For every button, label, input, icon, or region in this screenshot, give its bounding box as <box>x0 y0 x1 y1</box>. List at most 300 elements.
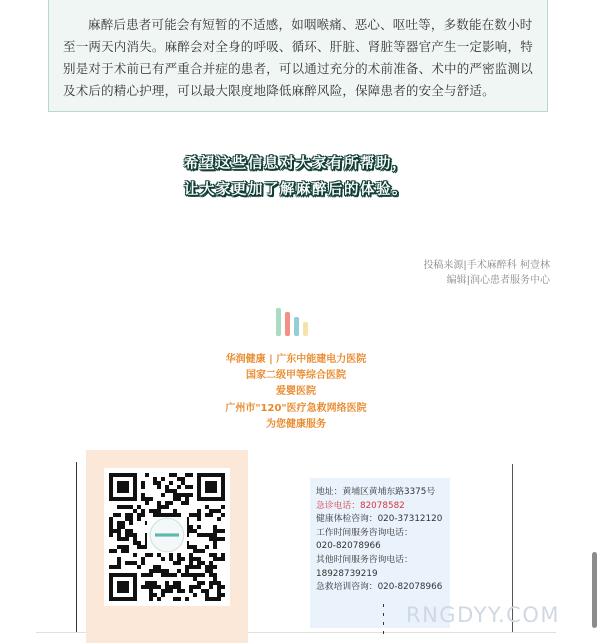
qr-module <box>125 561 129 565</box>
qr-module <box>193 513 197 517</box>
qr-module <box>129 517 133 521</box>
qr-module <box>201 549 205 553</box>
qr-module <box>201 533 205 537</box>
qr-module <box>169 481 173 485</box>
qr-module <box>177 569 181 573</box>
qr-module <box>181 493 185 497</box>
qr-module <box>161 493 165 497</box>
qr-module <box>125 537 129 541</box>
qr-module <box>125 545 129 549</box>
qr-module <box>185 597 189 601</box>
logo-bar <box>303 322 308 336</box>
qr-module <box>141 545 145 549</box>
qr-module <box>169 557 173 561</box>
workday-phone[interactable]: 020-82078966 <box>316 541 381 552</box>
qr-module <box>209 585 213 589</box>
qr-module <box>177 485 181 489</box>
qr-module <box>117 557 121 561</box>
anesthesia-notice-box <box>48 0 548 112</box>
qr-module <box>217 589 221 593</box>
qr-module <box>209 553 213 557</box>
qr-module <box>141 557 145 561</box>
qr-module <box>133 541 137 545</box>
qr-module <box>213 597 217 601</box>
qr-module <box>121 537 125 541</box>
qr-module <box>213 545 217 549</box>
qr-code-panel <box>86 450 248 643</box>
qr-module <box>217 529 221 533</box>
qr-module <box>169 513 173 517</box>
qr-module <box>169 573 173 577</box>
credit-editor: 编辑|润心患者服务中心 <box>446 275 550 286</box>
qr-module <box>213 525 217 529</box>
qr-module <box>165 505 169 509</box>
qr-module <box>125 533 129 537</box>
qr-module <box>133 509 137 513</box>
qr-module <box>137 545 141 549</box>
qr-module <box>193 557 197 561</box>
qr-module <box>197 585 201 589</box>
qr-module <box>177 477 181 481</box>
qr-module <box>193 549 197 553</box>
qr-module <box>173 581 177 585</box>
qr-module <box>117 505 121 509</box>
qr-module <box>189 525 193 529</box>
qr-code-icon[interactable] <box>104 468 230 606</box>
hospital-slogans <box>36 352 556 433</box>
qr-module <box>189 573 193 577</box>
qr-module <box>153 509 157 513</box>
qr-module <box>173 497 177 501</box>
qr-module <box>205 593 209 597</box>
qr-code-graphic <box>109 473 225 601</box>
qr-module <box>181 501 185 505</box>
qr-module <box>153 581 157 585</box>
qr-module <box>213 577 217 581</box>
qr-module <box>149 597 153 601</box>
workday-label: 工作时间服务咨询电话： <box>316 527 413 538</box>
other-time-phone[interactable]: 18928739219 <box>316 568 378 579</box>
qr-module <box>177 581 181 585</box>
qr-module <box>221 505 225 509</box>
qr-module <box>153 593 157 597</box>
qr-module <box>113 565 117 569</box>
qr-module <box>117 545 121 549</box>
qr-module <box>165 581 169 585</box>
qr-module <box>177 497 181 501</box>
dash-segment <box>383 622 384 625</box>
qr-module <box>205 505 209 509</box>
qr-module <box>185 565 189 569</box>
qr-module <box>145 585 149 589</box>
qr-module <box>173 561 177 565</box>
qr-module <box>209 513 213 517</box>
qr-module <box>165 589 169 593</box>
qr-module <box>117 533 121 537</box>
qr-module <box>109 549 113 553</box>
qr-module <box>205 569 209 573</box>
qr-module <box>189 473 193 477</box>
qr-module <box>189 553 193 557</box>
qr-module <box>213 557 217 561</box>
qr-module <box>217 557 221 561</box>
qr-module <box>193 565 197 569</box>
qr-module <box>141 481 145 485</box>
qr-module <box>189 561 193 565</box>
qr-module <box>209 509 213 513</box>
qr-module <box>149 509 153 513</box>
qr-module <box>149 573 153 577</box>
qr-module <box>117 521 121 525</box>
qr-module <box>213 565 217 569</box>
qr-module <box>217 581 221 585</box>
qr-module <box>153 477 157 481</box>
qr-module <box>145 473 149 477</box>
qr-module <box>177 557 181 561</box>
qr-module <box>129 533 133 537</box>
qr-module <box>117 537 121 541</box>
qr-module <box>209 597 213 601</box>
qr-module <box>217 597 221 601</box>
qr-module <box>141 493 145 497</box>
qr-module <box>173 573 177 577</box>
qr-module <box>209 569 213 573</box>
qr-module <box>145 553 149 557</box>
qr-module <box>133 533 137 537</box>
qr-module <box>197 525 201 529</box>
qr-module <box>173 489 177 493</box>
qr-module <box>157 597 161 601</box>
page-scrollbar[interactable] <box>592 552 597 628</box>
qr-module <box>213 537 217 541</box>
qr-module <box>213 581 217 585</box>
qr-module <box>181 557 185 561</box>
qr-module <box>181 573 185 577</box>
qr-module <box>169 501 173 505</box>
qr-module <box>193 545 197 549</box>
qr-module <box>209 565 213 569</box>
slogan-line: 华润健康 | 广东中能建电力医院 <box>225 354 367 365</box>
qr-module <box>161 505 165 509</box>
qr-module <box>161 513 165 517</box>
qr-module <box>209 537 213 541</box>
address-text: 地址：黄埔区黄埔东路3375号 <box>316 487 436 497</box>
qr-module <box>109 517 113 521</box>
slogan-line: 国家二级甲等综合医院 <box>246 370 346 382</box>
slogan-line: 广州市"120"医疗急救网络医院 <box>225 402 367 414</box>
qr-module <box>185 485 189 489</box>
qr-module <box>137 513 141 517</box>
qr-module <box>109 529 113 533</box>
qr-module <box>145 573 149 577</box>
qr-module <box>153 565 157 569</box>
qr-module <box>181 481 185 485</box>
qr-module <box>129 561 133 565</box>
qr-module <box>181 477 185 481</box>
qr-module <box>177 589 181 593</box>
qr-module <box>117 525 121 529</box>
qr-module <box>133 553 137 557</box>
qr-module <box>213 533 217 537</box>
logo-bar <box>294 317 299 336</box>
qr-module <box>157 509 161 513</box>
qr-module <box>145 501 149 505</box>
qr-module <box>137 517 141 521</box>
qr-module <box>169 553 173 557</box>
qr-module <box>213 529 217 533</box>
closing-line-2: 让大家更加了解麻醉后的体验。 <box>184 182 408 198</box>
qr-module <box>129 521 133 525</box>
qr-module <box>117 529 121 533</box>
qr-module <box>189 529 193 533</box>
qr-module <box>165 573 169 577</box>
qr-module <box>161 573 165 577</box>
qr-module <box>117 581 129 593</box>
qr-module <box>141 513 145 517</box>
qr-module <box>149 553 153 557</box>
qr-module <box>201 573 205 577</box>
qr-module <box>165 485 169 489</box>
qr-module <box>189 545 193 549</box>
qr-module <box>173 513 177 517</box>
qr-module <box>177 585 181 589</box>
qr-module <box>193 593 197 597</box>
qr-module <box>213 509 217 513</box>
qr-module <box>161 589 165 593</box>
qr-module <box>137 505 141 509</box>
qr-module <box>157 501 161 505</box>
qr-module <box>185 573 189 577</box>
qr-module <box>145 497 149 501</box>
qr-module <box>205 565 209 569</box>
qr-module <box>133 561 137 565</box>
qr-module <box>141 509 145 513</box>
qr-module <box>165 501 169 505</box>
qr-module <box>221 537 225 541</box>
bar-chart-logo-icon <box>274 306 318 336</box>
qr-module <box>197 561 201 565</box>
qr-module <box>209 561 213 565</box>
logo-bar <box>285 312 290 336</box>
qr-module <box>153 569 157 573</box>
qr-module <box>221 513 225 517</box>
dash-segment <box>383 604 384 607</box>
qr-module <box>169 589 173 593</box>
qr-module <box>149 589 153 593</box>
qr-module <box>173 493 177 497</box>
closing-line-1: 希望这些信息对大家有所帮助， <box>184 156 408 172</box>
qr-module <box>125 529 129 533</box>
qr-module <box>141 585 145 589</box>
qr-module <box>117 513 121 517</box>
qr-module <box>153 513 157 517</box>
qr-module <box>197 513 201 517</box>
notice-paragraph: 麻醉后患者可能会有短暂的不适感，如咽喉痛、恶心、呕吐等，多数能在数小时至一两天内消失。麻醉会对全身的呼吸、循环、肝脏、肾脏等器官产生一定影响，特别是对于术前已有严重合并症的患者，可以通过充分的术前准备、术中的严密监测以及术后的精心护理，可以最大限度地降低麻醉风险，保障患者的安全与舒适。 <box>63 17 533 98</box>
qr-module <box>129 505 133 509</box>
qr-module <box>149 497 153 501</box>
qr-module <box>197 573 201 577</box>
qr-module <box>109 521 113 525</box>
qr-module <box>157 585 161 589</box>
qr-module <box>137 565 141 569</box>
qr-module <box>185 501 189 505</box>
qr-module <box>161 593 165 597</box>
qr-module <box>109 525 113 529</box>
qr-module <box>165 569 169 573</box>
qr-module <box>173 509 177 513</box>
qr-module <box>201 589 205 593</box>
qr-module <box>169 585 173 589</box>
qr-center-logo-mark <box>155 533 179 536</box>
qr-module <box>189 485 193 489</box>
qr-module <box>165 489 169 493</box>
qr-module <box>117 481 129 493</box>
qr-module <box>193 585 197 589</box>
dash-segment <box>383 613 384 616</box>
qr-module <box>197 581 201 585</box>
qr-module <box>165 585 169 589</box>
qr-module <box>189 513 193 517</box>
qr-module <box>133 537 137 541</box>
qr-module <box>177 493 181 497</box>
qr-module <box>221 529 225 533</box>
qr-module <box>197 509 201 513</box>
qr-module <box>177 597 181 601</box>
credit-source: 投稿来源|手术麻醉科 柯壹林 <box>423 260 550 271</box>
qr-module <box>129 513 133 517</box>
qr-module <box>153 585 157 589</box>
qr-module <box>165 513 169 517</box>
qr-module <box>197 557 201 561</box>
qr-module <box>157 553 161 557</box>
qr-module <box>205 545 209 549</box>
qr-module <box>177 513 181 517</box>
qr-module <box>189 585 193 589</box>
qr-module <box>161 477 165 481</box>
qr-module <box>209 573 213 577</box>
qr-module <box>173 597 177 601</box>
qr-module <box>161 569 165 573</box>
qr-module <box>205 513 209 517</box>
checkup-phone[interactable]: 健康体检咨询：020-37312120 <box>316 514 443 525</box>
qr-module <box>197 549 201 553</box>
logo-bar <box>276 308 281 336</box>
qr-module <box>217 517 221 521</box>
qr-module <box>121 545 125 549</box>
qr-module <box>121 525 125 529</box>
qr-module <box>109 533 113 537</box>
qr-module <box>125 505 129 509</box>
qr-module <box>113 549 117 553</box>
qr-module <box>121 549 125 553</box>
qr-module <box>161 557 165 561</box>
qr-module <box>169 473 173 477</box>
slogan-line: 为您健康服务 <box>266 418 326 430</box>
qr-module <box>193 529 197 533</box>
article-content <box>36 0 556 643</box>
qr-module <box>109 565 113 569</box>
site-watermark: RNGDYY.COM <box>406 603 560 627</box>
qr-module <box>149 585 153 589</box>
dash-segment <box>383 631 384 634</box>
first-aid-phone[interactable]: 急救培训咨询：020-82078966 <box>316 582 443 593</box>
qr-module <box>205 533 209 537</box>
qr-module <box>189 565 193 569</box>
qr-module <box>197 517 201 521</box>
qr-module <box>113 529 117 533</box>
qr-module <box>221 553 225 557</box>
qr-module <box>213 573 217 577</box>
qr-module <box>217 585 221 589</box>
emergency-phone[interactable]: 急诊电话：82078582 <box>316 500 405 511</box>
qr-module <box>209 581 213 585</box>
frame-divider-left <box>76 462 77 632</box>
qr-module <box>217 537 221 541</box>
qr-module <box>157 513 161 517</box>
qr-module <box>137 541 141 545</box>
qr-module <box>157 485 161 489</box>
qr-module <box>185 497 189 501</box>
qr-module <box>177 561 181 565</box>
qr-module <box>185 493 189 497</box>
qr-module <box>217 509 221 513</box>
qr-module <box>157 481 161 485</box>
qr-module <box>157 505 161 509</box>
qr-module <box>193 577 197 581</box>
qr-module <box>141 497 145 501</box>
qr-module <box>209 533 213 537</box>
qr-module <box>121 521 125 525</box>
qr-module <box>205 597 209 601</box>
qr-module <box>141 573 145 577</box>
qr-module <box>173 473 177 477</box>
qr-module <box>173 585 177 589</box>
qr-module <box>213 553 217 557</box>
qr-module <box>189 557 193 561</box>
qr-module <box>117 561 121 565</box>
qr-module <box>205 589 209 593</box>
qr-module <box>125 549 129 553</box>
qr-module <box>221 593 225 597</box>
qr-module <box>145 581 149 585</box>
other-time-label: 其他时间服务咨询电话： <box>316 554 413 565</box>
qr-module <box>113 513 117 517</box>
qr-module <box>197 533 201 537</box>
qr-module <box>141 485 145 489</box>
qr-module <box>125 517 129 521</box>
qr-module <box>117 565 121 569</box>
qr-module <box>121 505 125 509</box>
qr-module <box>201 561 205 565</box>
qr-module <box>153 481 157 485</box>
qr-module <box>185 569 189 573</box>
qr-module <box>205 481 217 493</box>
qr-module <box>189 589 193 593</box>
qr-module <box>125 513 129 517</box>
qr-module <box>149 581 153 585</box>
qr-module <box>157 569 161 573</box>
qr-module <box>129 529 133 533</box>
qr-module <box>149 593 153 597</box>
qr-module <box>201 581 205 585</box>
qr-module <box>141 561 145 565</box>
qr-module <box>193 573 197 577</box>
dashed-divider <box>383 604 385 636</box>
qr-module <box>149 569 153 573</box>
qr-module <box>169 489 173 493</box>
qr-module <box>217 593 221 597</box>
qr-module <box>177 553 181 557</box>
